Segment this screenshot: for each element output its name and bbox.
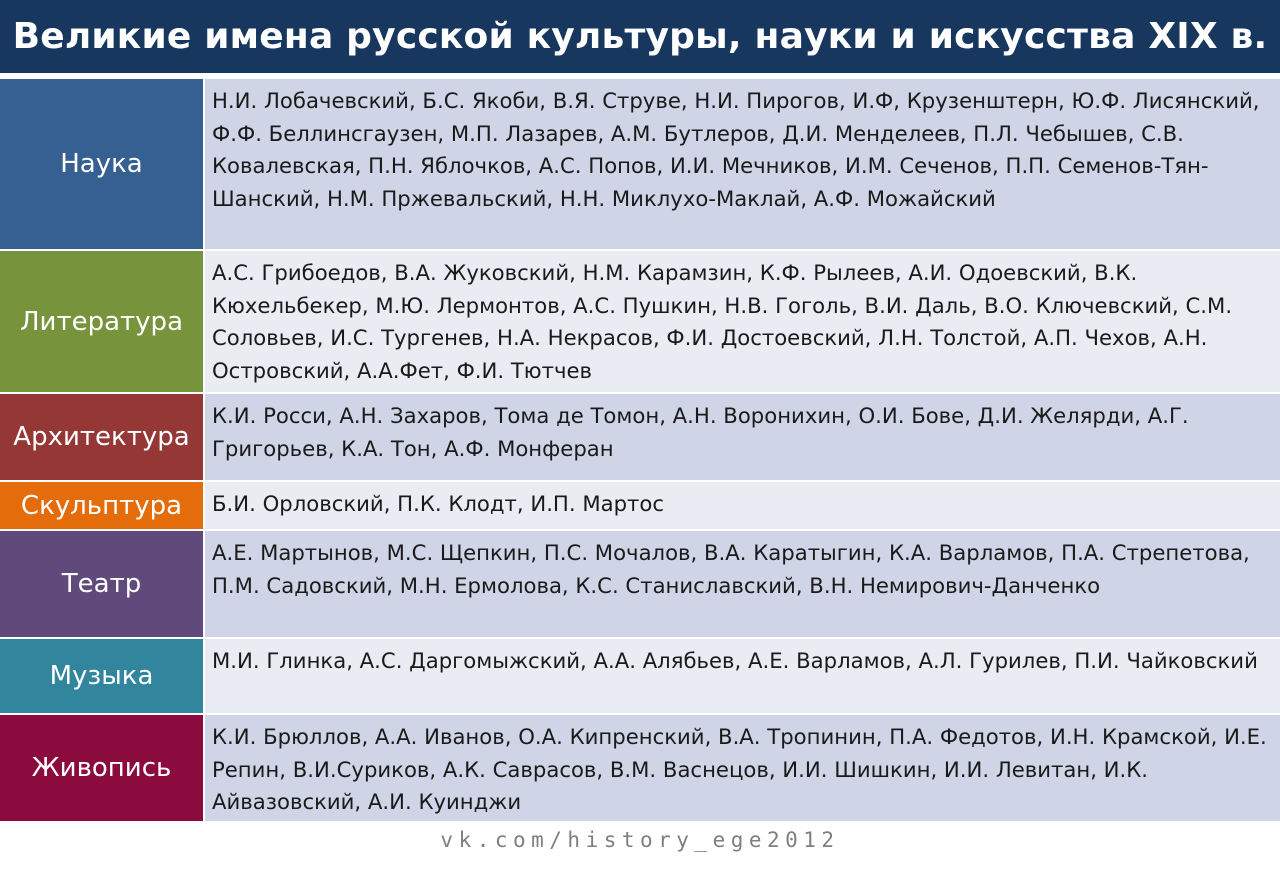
page-title: Великие имена русской культуры, науки и искусства XIX в. (12, 16, 1268, 57)
footer-source-link: vk.com/history_ege2012 (440, 828, 840, 852)
category-cell-science: Наука (0, 79, 203, 249)
category-cell-literature: Литература (0, 251, 203, 392)
names-cell-architecture: К.И. Росси, А.Н. Захаров, Тома де Томон, А.Н. Воронихин, О.И. Бове, Д.И. Желярди, А.Г. Григорьев, К.А. Тон, А.Ф. Монферан (205, 394, 1280, 480)
names-cell-theatre: А.Е. Мартынов, М.С. Щепкин, П.С. Мочалов, В.А. Каратыгин, К.А. Варламов, П.А. Стрепетова, П.М. Садовский, М.Н. Ермолова, К.С. Станиславский, В.Н. Немирович-Данченко (205, 531, 1280, 637)
names-cell-sculpture: Б.И. Орловский, П.К. Клодт, И.П. Мартос (205, 482, 1280, 529)
category-cell-theatre: Театр (0, 531, 203, 637)
table-row-painting (0, 715, 1280, 821)
table-row-theatre (0, 531, 1280, 637)
category-cell-sculpture: Скульптура (0, 482, 203, 529)
table-row-sculpture (0, 482, 1280, 529)
table-row-science (0, 79, 1280, 249)
table-row-literature (0, 251, 1280, 392)
category-cell-music: Музыка (0, 639, 203, 713)
title-bar (0, 0, 1280, 76)
category-cell-architecture: Архитектура (0, 394, 203, 480)
names-cell-literature: А.С. Грибоедов, В.А. Жуковский, Н.М. Карамзин, К.Ф. Рылеев, А.И. Одоевский, В.К. Кюхельбекер, М.Ю. Лермонтов, А.С. Пушкин, Н.В. Гоголь, В.И. Даль, В.О. Ключевский, С.М. Соловьев, И.С. Тургенев, Н.А. Некрасов, Ф.И. Достоевский, Л.Н. Толстой, А.П. Чехов, А.Н. Островский, А.А.Фет, Ф.И. Тютчев (205, 251, 1280, 392)
names-cell-painting: К.И. Брюллов, А.А. Иванов, О.А. Кипренский, В.А. Тропинин, П.А. Федотов, И.Н. Крамской, И.Е. Репин, В.И.Суриков, А.К. Саврасов, В.М. Васнецов, И.И. Шишкин, И.И. Левитан, И.К. Айвазовский, А.И. Куинджи (205, 715, 1280, 821)
table-row-music (0, 639, 1280, 713)
names-cell-science: Н.И. Лобачевский, Б.С. Якоби, В.Я. Струве, Н.И. Пирогов, И.Ф, Крузенштерн, Ю.Ф. Лисянский, Ф.Ф. Беллинсгаузен, М.П. Лазарев, А.М. Бутлеров, Д.И. Менделеев, П.Л. Чебышев, С.В. Ковалевская, П.Н. Яблочков, А.С. Попов, И.И. Мечников, И.М. Сеченов, П.П. Семенов-Тян-Шанский, Н.М. Пржевальский, Н.Н. Миклухо-Маклай, А.Ф. Можайский (205, 79, 1280, 249)
category-cell-painting: Живопись (0, 715, 203, 821)
table-row-architecture (0, 394, 1280, 480)
names-cell-music: М.И. Глинка, А.С. Даргомыжский, А.А. Алябьев, А.Е. Варламов, А.Л. Гурилев, П.И. Чайковский (205, 639, 1280, 713)
